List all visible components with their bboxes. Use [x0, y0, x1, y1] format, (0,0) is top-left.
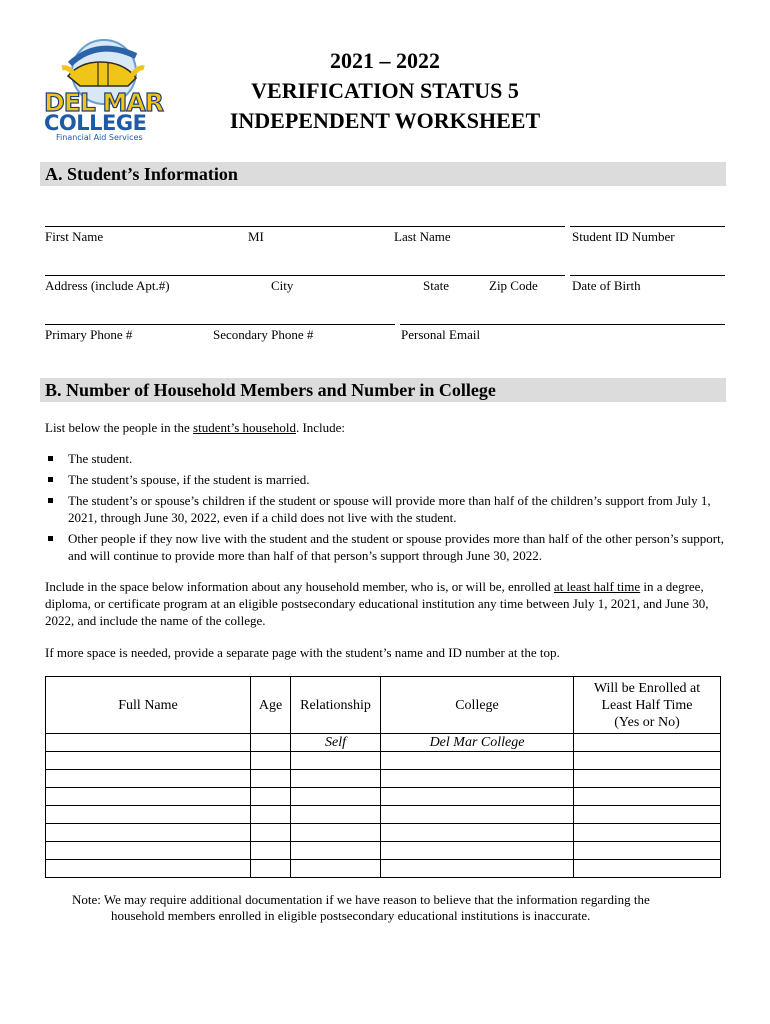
- logo-line-del-mar: DEL MAR: [44, 88, 163, 117]
- age-cell[interactable]: [251, 824, 291, 842]
- full-name-cell[interactable]: [46, 860, 251, 878]
- documentation-note: [72, 892, 712, 924]
- relationship-cell[interactable]: [291, 752, 381, 770]
- logo-line-college: COLLEGE: [44, 111, 147, 135]
- household-term: student’s household: [193, 420, 296, 435]
- section-a-title: A. Student’s Information: [45, 164, 238, 184]
- logo-subtitle: Financial Aid Services: [56, 133, 143, 142]
- list-item: [45, 450, 725, 467]
- enrolled-cell[interactable]: [574, 806, 721, 824]
- household-table: [45, 676, 721, 878]
- table-row: [46, 860, 721, 878]
- instructions-text-end: in a degree, diploma, or certificate program at an eligible postsecondary educational institution any time between July 1, 2021, and June 30, 2022, and include the name of the college.: [45, 579, 709, 628]
- worksheet-title: [170, 46, 600, 136]
- list-item: [45, 471, 725, 488]
- college-cell[interactable]: [381, 860, 574, 878]
- table-row: [46, 752, 721, 770]
- relationship-cell: Self: [291, 734, 381, 752]
- zip-label: Zip Code: [489, 278, 538, 293]
- col-full-name: Full Name: [46, 677, 251, 734]
- enrollment-instructions: [45, 578, 725, 629]
- relationship-cell[interactable]: [291, 788, 381, 806]
- full-name-cell[interactable]: [46, 788, 251, 806]
- enrolled-cell[interactable]: [574, 788, 721, 806]
- full-name-cell[interactable]: [46, 770, 251, 788]
- city-label: City: [271, 278, 294, 293]
- title-year: 2021 – 2022: [330, 48, 440, 73]
- relationship-cell[interactable]: [291, 824, 381, 842]
- table-header-row: [46, 677, 721, 734]
- relationship-cell[interactable]: [291, 770, 381, 788]
- table-row: [46, 806, 721, 824]
- enrolled-cell[interactable]: [574, 770, 721, 788]
- table-row: [46, 788, 721, 806]
- address-line[interactable]: [45, 275, 565, 276]
- full-name-cell[interactable]: [46, 752, 251, 770]
- student-id-label: Student ID Number: [572, 229, 675, 244]
- email-line[interactable]: [400, 324, 725, 325]
- col-enrolled: [574, 677, 721, 734]
- bullet-text: Other people if they now live with the student and the student or spouse provides more than half of the other person’s support, and will continue to provide more than half of that person’s support through June 30, 2022.: [68, 531, 724, 563]
- email-label: Personal Email: [401, 327, 481, 342]
- last-name-label: Last Name: [394, 229, 451, 244]
- first-name-line[interactable]: [45, 226, 565, 227]
- relationship-cell[interactable]: [291, 806, 381, 824]
- secondary-phone-label: Secondary Phone #: [213, 327, 314, 342]
- full-name-cell[interactable]: [46, 806, 251, 824]
- household-criteria-list: [45, 450, 725, 568]
- relationship-cell[interactable]: [291, 842, 381, 860]
- section-b-header: [40, 378, 726, 402]
- college-logo: [40, 36, 163, 146]
- age-cell[interactable]: [251, 860, 291, 878]
- note-line-1: Note: We may require additional documentation if we have reason to believe that the information regarding the: [72, 892, 650, 907]
- section-a-header: [40, 162, 726, 186]
- bullet-icon: [48, 498, 53, 503]
- age-cell[interactable]: [251, 770, 291, 788]
- enrolled-cell[interactable]: [574, 734, 721, 752]
- college-cell[interactable]: [381, 842, 574, 860]
- primary-phone-label: Primary Phone #: [45, 327, 133, 342]
- bullet-text: The student.: [68, 451, 133, 466]
- intro-text: List below the people in the: [45, 420, 194, 435]
- enrolled-cell[interactable]: [574, 860, 721, 878]
- table-row: [46, 734, 721, 752]
- bullet-icon: [48, 477, 53, 482]
- college-cell[interactable]: [381, 806, 574, 824]
- table-row: [46, 824, 721, 842]
- age-cell[interactable]: [251, 842, 291, 860]
- full-name-cell[interactable]: [46, 842, 251, 860]
- instructions-text: Include in the space below information about any household member, who is, or will be, enrolled: [45, 579, 554, 594]
- enrolled-cell[interactable]: [574, 824, 721, 842]
- full-name-cell[interactable]: [46, 734, 251, 752]
- first-name-label: First Name: [45, 229, 104, 244]
- col-college: College: [381, 677, 574, 734]
- age-cell[interactable]: [251, 734, 291, 752]
- list-item: [45, 530, 725, 564]
- col-relationship: Relationship: [291, 677, 381, 734]
- phone-line[interactable]: [45, 324, 395, 325]
- col-age: Age: [251, 677, 291, 734]
- household-intro: [45, 419, 725, 436]
- col-enrolled-line1: Will be Enrolled at: [593, 680, 701, 696]
- age-cell[interactable]: [251, 806, 291, 824]
- table-row: [46, 842, 721, 860]
- section-b-title: B. Number of Household Members and Number in College: [45, 380, 496, 400]
- college-cell[interactable]: [381, 824, 574, 842]
- extra-space-note: If more space is needed, provide a separate page with the student’s name and ID number at the top.: [45, 645, 560, 660]
- bullet-text: The student’s spouse, if the student is married.: [68, 472, 310, 487]
- table-row: [46, 770, 721, 788]
- student-id-line[interactable]: [570, 226, 725, 227]
- bullet-text: The student’s or spouse’s children if the student or spouse will provide more than half of the children’s support from July 1, 2021, through June 30, 2022, even if a child does not live with the student.: [68, 493, 711, 525]
- enrolled-cell[interactable]: [574, 842, 721, 860]
- college-cell[interactable]: [381, 788, 574, 806]
- dob-label: Date of Birth: [572, 278, 641, 293]
- full-name-cell[interactable]: [46, 824, 251, 842]
- address-label: Address (include Apt.#): [45, 278, 170, 293]
- enrolled-cell[interactable]: [574, 752, 721, 770]
- note-line-2: household members enrolled in eligible postsecondary educational institutions is inaccurate.: [111, 908, 591, 923]
- dob-line[interactable]: [570, 275, 725, 276]
- col-enrolled-line3: (Yes or No): [614, 714, 680, 730]
- college-cell[interactable]: [381, 770, 574, 788]
- intro-text-end: . Include:: [295, 420, 346, 435]
- college-cell[interactable]: [381, 752, 574, 770]
- age-cell[interactable]: [251, 788, 291, 806]
- age-cell[interactable]: [251, 752, 291, 770]
- title-status: VERIFICATION STATUS 5: [251, 78, 519, 103]
- relationship-cell[interactable]: [291, 860, 381, 878]
- col-enrolled-line2: Least Half Time: [601, 697, 693, 713]
- state-label: State: [423, 278, 449, 293]
- mi-label: MI: [248, 229, 264, 244]
- bullet-icon: [48, 456, 53, 461]
- bullet-icon: [48, 536, 53, 541]
- list-item: [45, 492, 725, 526]
- half-time-term: at least half time: [553, 579, 641, 594]
- college-cell: Del Mar College: [381, 734, 574, 752]
- title-worksheet: INDEPENDENT WORKSHEET: [229, 108, 541, 133]
